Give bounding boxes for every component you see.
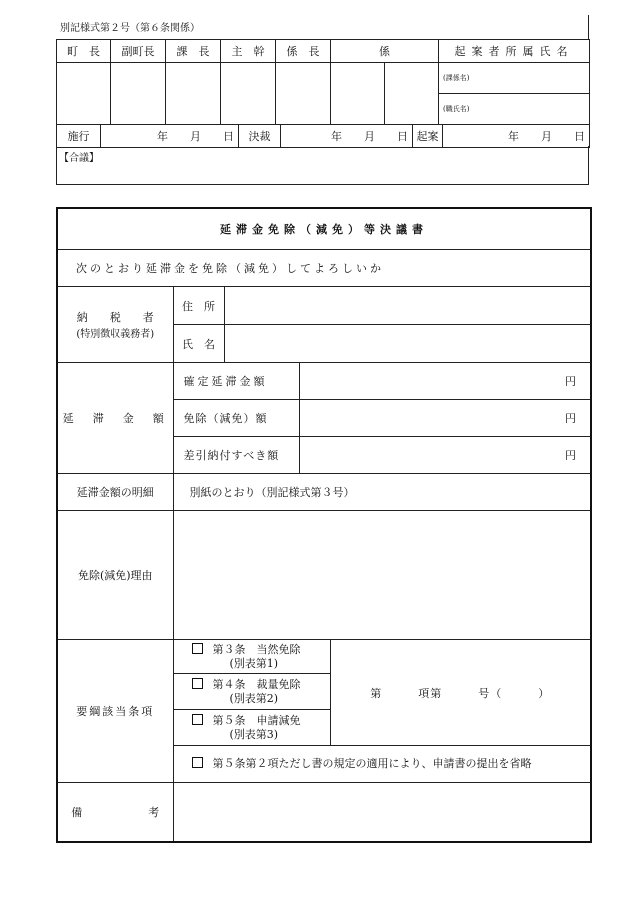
reason-field[interactable] xyxy=(173,511,591,640)
address-label: 住 所 xyxy=(173,287,224,325)
role-supervisor: 主 幹 xyxy=(221,40,276,63)
exempt-amount-field[interactable]: 円 xyxy=(299,400,591,437)
clause-option-5-sub: (別表第3) xyxy=(229,727,279,741)
checkbox-icon[interactable] xyxy=(192,757,203,768)
form-title: 延滞金免除（減免）等決議書 xyxy=(57,208,591,250)
seal-box-subchief[interactable] xyxy=(276,63,331,125)
form-intro: 次のとおり延滞金を免除（減免）してよろしいか xyxy=(57,250,591,287)
clause-option-omit[interactable] xyxy=(173,746,591,783)
taxpayer-label: 納 税 者 xyxy=(76,311,154,324)
checkbox-icon[interactable] xyxy=(192,714,203,725)
net-amount-label: 差引納付すべき額 xyxy=(173,437,299,474)
consultation-label: 【合議】 xyxy=(59,153,99,164)
drafter-name-field[interactable]: (職氏名) xyxy=(439,94,590,125)
date-row xyxy=(56,124,590,148)
clause-option-4-label: 第４条 裁量免除 xyxy=(212,677,301,691)
decide-label: 決裁 xyxy=(239,125,281,148)
role-subsection-chief: 係 長 xyxy=(276,40,331,63)
decide-date-field[interactable]: 年 月 日 xyxy=(281,125,413,148)
confirmed-amount-label: 確定延滞金額 xyxy=(173,363,299,400)
clause-option-3[interactable] xyxy=(173,640,330,674)
draft-date-field[interactable]: 年 月 日 xyxy=(443,125,590,148)
drafter-section-field[interactable]: (課係名) xyxy=(439,63,590,94)
name-field[interactable] xyxy=(224,325,591,363)
role-mayor: 町 長 xyxy=(57,40,111,63)
detail-label: 延滞金額の明細 xyxy=(57,474,173,511)
exempt-amount-label: 免除（減免）額 xyxy=(173,400,299,437)
amount-label: 延 滞 金 額 xyxy=(57,363,173,474)
clause-option-5-label: 第５条 申請減免 xyxy=(212,713,301,727)
name-label: 氏 名 xyxy=(173,325,224,363)
confirmed-amount-field[interactable]: 円 xyxy=(299,363,591,400)
clause-option-4[interactable] xyxy=(173,674,330,710)
enforce-date-field[interactable]: 年 月 日 xyxy=(101,125,239,148)
form-reference: 別記様式第２号（第６条関係） xyxy=(60,23,200,34)
drafter-label: 起案者所属氏名 xyxy=(439,40,590,63)
address-field[interactable] xyxy=(224,287,591,325)
margin-line xyxy=(588,15,589,40)
resolution-form xyxy=(56,207,592,843)
detail-value: 別紙のとおり（別記様式第３号） xyxy=(173,474,591,511)
clause-option-3-label: 第３条 当然免除 xyxy=(212,642,301,656)
seal-box-staff-2[interactable] xyxy=(385,63,439,125)
draft-label: 起案 xyxy=(413,125,443,148)
checkbox-icon[interactable] xyxy=(192,678,203,689)
clause-label: 要綱該当条項 xyxy=(57,640,173,783)
remarks-field[interactable] xyxy=(173,783,591,842)
seal-box-supervisor[interactable] xyxy=(221,63,276,125)
taxpayer-sublabel: (特別徴収義務者) xyxy=(76,329,155,340)
seal-box-deputy[interactable] xyxy=(111,63,166,125)
role-section-chief: 課 長 xyxy=(166,40,221,63)
net-amount-field[interactable]: 円 xyxy=(299,437,591,474)
role-staff: 係 xyxy=(331,40,439,63)
seal-box-mayor[interactable] xyxy=(57,63,111,125)
consultation-box[interactable] xyxy=(56,146,589,185)
clause-option-4-sub: (別表第2) xyxy=(229,691,279,705)
item-number-field[interactable]: 第 項第 号（ ） xyxy=(330,640,591,746)
clause-option-5[interactable] xyxy=(173,710,330,746)
clause-option-omit-label: 第５条第２項ただし書の規定の適用により、申請書の提出を省略 xyxy=(212,757,532,770)
taxpayer-label-cell xyxy=(57,287,173,363)
clause-option-3-sub: (別表第1) xyxy=(229,656,279,670)
role-deputy-mayor: 副町長 xyxy=(111,40,166,63)
approval-table xyxy=(56,39,590,125)
remarks-label: 備 考 xyxy=(57,783,173,842)
seal-box-chief[interactable] xyxy=(166,63,221,125)
enforce-label: 施行 xyxy=(57,125,101,148)
reason-label: 免除(減免)理由 xyxy=(57,511,173,640)
checkbox-icon[interactable] xyxy=(192,643,203,654)
seal-box-staff-1[interactable] xyxy=(331,63,385,125)
